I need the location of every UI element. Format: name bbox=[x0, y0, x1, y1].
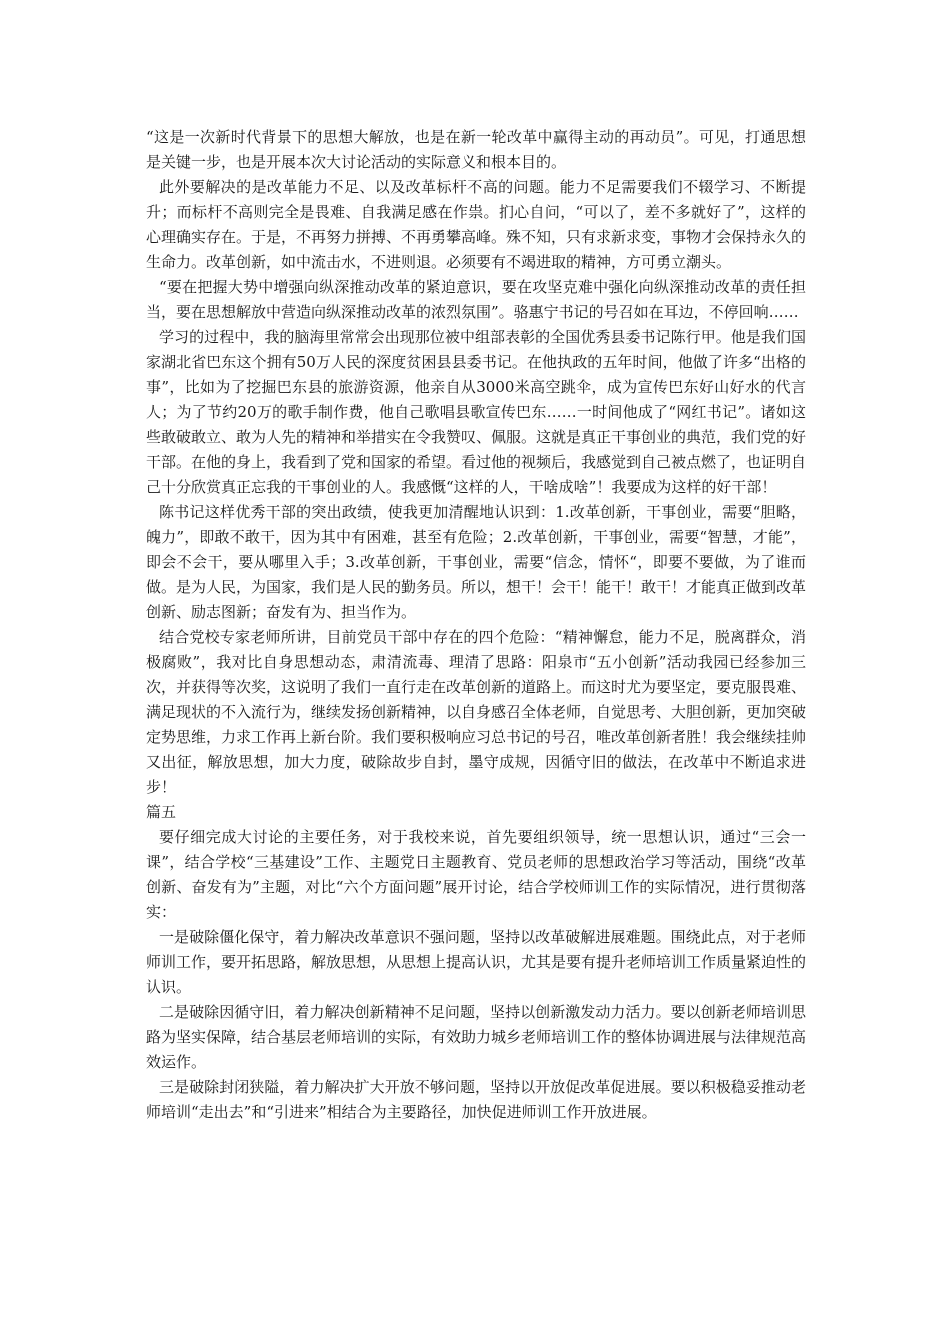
paragraph: 此外要解决的是改革能力不足、以及改革标杆不高的问题。能力不足需要我们不辍学习、不断提升；而标杆不高则完全是畏难、自我满足感在作祟。扪心自问，“可以了，差不多就好了”，这样的心理确实存在。于是，不再努力拼搏、不再勇攀高峰。殊不知，只有求新求变，事物才会保持永久的生命力。改革创新，如中流击水，不进则退。必须要有不竭进取的精神，方可勇立潮头。 bbox=[146, 178, 807, 271]
paragraph: “这是一次新时代背景下的思想大解放，也是在新一轮改革中赢得主动的再动员”。可见，打通思想是关键一步，也是开展本次大讨论活动的实际意义和根本目的。 bbox=[146, 128, 806, 171]
paragraph: 结合党校专家老师所讲，目前党员干部中存在的四个危险：“精神懈怠，能力不足，脱离群众，消极腐败”，我对比自身思想动态，肃清流毒、理清了思路：阳泉市“五小创新”活动我园已经参加三次，并获得等次奖，这说明了我们一直行走在改革创新的道路上。而这时尤为要坚定，要克服畏难、满足现状的不入流行为，继续发扬创新精神，以自身感召全体老师，自觉思考、大胆创新，更加突破定势思维，力求工作再上新台阶。我们要积极响应习总书记的号召，唯改革创新者胜！我会继续挂帅又出征，解放思想，加大力度，破除故步自封，墨守成规，因循守旧的做法，在改革中不断追求进步！ bbox=[146, 628, 807, 796]
paragraph: 三是破除封闭狭隘，着力解决扩大开放不够问题，坚持以开放促改革促进展。要以积极稳妥推动老师培训“走出去”和“引进来”相结合为主要路径，加快促进师训工作开放进展。 bbox=[146, 1078, 806, 1121]
paragraph: 学习的过程中，我的脑海里常常会出现那位被中组部表彰的全国优秀县委书记陈行甲。他是我们国家湖北省巴东这个拥有50万人民的深度贫困县县委书记。在他执政的五年时间，他做了许多“出格的事”，比如为了挖掘巴东县的旅游资源，他亲自从3000米高空跳伞，成为宣传巴东好山好水的代言人；为了节约20万的歌手制作费，他自己歌唱县歌宣传巴东……一时间他成了“网红书记”。诸如这些敢破敢立、敢为人先的精神和举措实在令我赞叹、佩服。这就是真正干事创业的典范，我们党的好干部。在他的身上，我看到了党和国家的希望。看过他的视频后，我感觉到自己被点燃了，也证明自己十分欣赏真正忘我的干事创业的人。我感慨“这样的人，干啥成啥”！我要成为这样的好干部！ bbox=[146, 328, 807, 496]
paragraph: 一是破除僵化保守，着力解决改革意识不强问题，坚持以改革破解进展难题。围绕此点，对于老师师训工作，要开拓思路，解放思想，从思想上提高认识，尤其是要有提升老师培训工作质量紧迫性的认识。 bbox=[146, 928, 807, 996]
document-body bbox=[146, 125, 806, 1125]
paragraph: 二是破除因循守旧，着力解决创新精神不足问题，坚持以创新激发动力活力。要以创新老师培训思路为坚实保障，结合基层老师培训的实际，有效助力城乡老师培训工作的整体协调进展与法律规范高效运作。 bbox=[146, 1003, 807, 1071]
paragraph: 陈书记这样优秀干部的突出政绩，使我更加清醒地认识到：1.改革创新，干事创业，需要“胆略，魄力”，即敢不敢干，因为其中有困难，甚至有危险；2.改革创新，干事创业，需要“智慧，才能”，即会不会干，要从哪里入手；3.改革创新，干事创业，需要“信念，情怀“，即要不要做，为了谁而做。是为人民，为国家，我们是人民的勤务员。所以，想干！会干！能干！敢干！才能真正做到改革创新、励志图新；奋发有为、担当作为。 bbox=[146, 503, 807, 621]
paragraph: 要仔细完成大讨论的主要任务，对于我校来说，首先要组织领导，统一思想认识，通过“三会一课”，结合学校“三基建设”工作、主题党日主题教育、党员老师的思想政治学习等活动，围绕“改革创新、奋发有为”主题，对比“六个方面问题”展开讨论，结合学校师训工作的实际情况，进行贯彻落实： bbox=[146, 828, 806, 921]
section-heading: 篇五 bbox=[146, 803, 177, 821]
paragraph: “要在把握大势中增强向纵深推动改革的紧迫意识，要在攻坚克难中强化向纵深推动改革的责任担当，要在思想解放中营造向纵深推动改革的浓烈氛围”。骆惠宁书记的号召如在耳边，不停回响…… bbox=[146, 278, 806, 321]
